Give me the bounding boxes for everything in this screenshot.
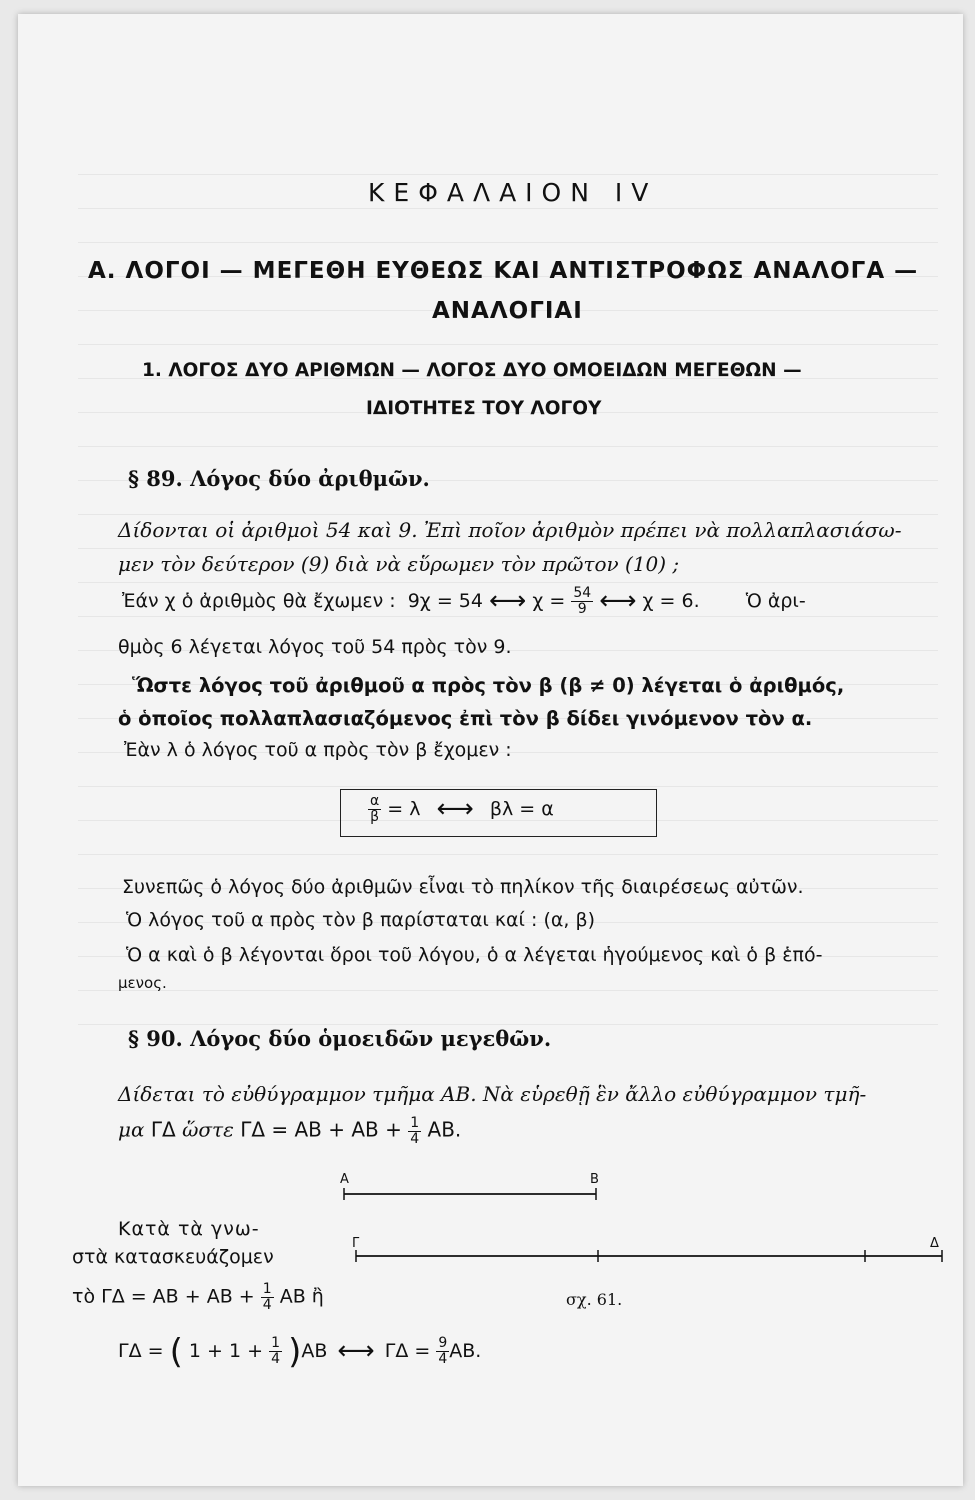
fraction-denominator: 4: [410, 1130, 420, 1147]
fraction-denominator: 4: [438, 1351, 448, 1367]
figure-caption: σχ. 61.: [566, 1290, 623, 1309]
subsection-title-line1: 1. ΛΟΓΟΣ ΔΥΟ ΑΡΙΘΜΩΝ — ΛΟΓΟΣ ΔΥΟ ΟΜΟΕΙΔΩΝ ΜΕΓΕΘΩΝ —: [142, 360, 802, 381]
eq-left: 9χ = 54: [407, 590, 483, 612]
s89-problem-line2: μεν τὸν δεύτερον (9) διὰ νὰ εὕρωμεν τὸν πρῶτον (10) ;: [118, 552, 680, 576]
eq-result: χ = 6.: [642, 590, 700, 612]
s90-final-equation: [118, 1332, 481, 1372]
fraction-denominator: 9: [577, 601, 587, 617]
s89-definition-line2: ὁ ὁποῖος πολλαπλασιαζόμενος ἐπὶ τὸν β δίδει γινόμενον τὸν α.: [118, 707, 813, 730]
fraction-numerator: 9: [438, 1335, 448, 1352]
eq-intro: Ἐάν χ ὁ ἀριθμὸς θὰ ἔχωμεν :: [122, 590, 396, 612]
s89-consequence1: Συνεπῶς ὁ λόγος δύο ἀριθμῶν εἶναι τὸ πηλίκον τῆς διαιρέσεως αὐτῶν.: [122, 876, 804, 898]
fraction-54-9: [571, 586, 593, 616]
box-eq1: = λ: [387, 798, 421, 820]
final-c: ΓΔ =: [384, 1340, 431, 1362]
fraction-alpha-beta: [368, 794, 381, 824]
part-title-line1: Α. ΛΟΓΟΙ — ΜΕΓΕΘΗ ΕΥΘΕΩΣ ΚΑΙ ΑΝΤΙΣΤΡΟΦΩΣ ΑΝΑΛΟΓΑ —: [88, 258, 919, 284]
s89-line-after: θμὸς 6 λέγεται λόγος τοῦ 54 πρὸς τὸν 9.: [118, 636, 512, 658]
fraction-denominator: 4: [271, 1351, 281, 1367]
fraction-numerator: 1: [262, 1281, 272, 1297]
fraction-denominator: β: [370, 809, 380, 825]
fraction-1-4: [269, 1336, 282, 1366]
box-eq2: βλ = α: [489, 798, 554, 820]
s89-lambda-intro: Ἐὰν λ ὁ λόγος τοῦ α πρὸς τὸν β ἔχομεν :: [124, 739, 512, 761]
iff-arrow-icon: ⟷: [489, 586, 527, 616]
iff-arrow-icon: ⟷: [337, 1336, 375, 1366]
s90-text-line3: [72, 1282, 324, 1312]
final-b: ΑΒ: [301, 1340, 328, 1362]
final-inner: 1 + 1 +: [188, 1340, 264, 1362]
eq-x: χ =: [532, 590, 566, 612]
s90-ma: μα: [118, 1117, 145, 1142]
iff-arrow-icon: ⟷: [436, 794, 474, 824]
s90-problem-line1: Δίδεται τὸ εὐθύγραμμον τμῆμα ΑΒ. Νὰ εὑρεθῇ ἓν ἄλλο εὐθύγραμμον τμῆ-: [118, 1082, 867, 1106]
paren-open: (: [169, 1332, 183, 1372]
s89-definition-line1: Ὥστε λόγος τοῦ ἀριθμοῦ α πρὸς τὸν β (β ≠ 0) λέγεται ὁ ἀριθμός,: [132, 674, 845, 697]
chapter-title: ΚΕΦΑΛΑΙΟΝ ΙV: [368, 178, 658, 207]
fraction-denominator: 4: [262, 1296, 272, 1313]
final-a: ΓΔ =: [118, 1340, 164, 1362]
s89-problem-line1: Δίδονται οἱ ἀριθμοὶ 54 καὶ 9. Ἐπὶ ποῖον ἀριθμὸν πρέπει νὰ πολλαπλασιάσω-: [118, 518, 902, 542]
s90-eq: ΓΔ = ΑΒ + ΑΒ +: [240, 1117, 402, 1142]
fraction-9-4: [436, 1336, 449, 1366]
section-89-heading: § 89. Λόγος δύο ἀριθμῶν.: [128, 466, 430, 491]
fraction-numerator: 1: [271, 1335, 281, 1352]
boxed-relation-content: [368, 794, 554, 825]
s89-consequence2: Ὁ λόγος τοῦ α πρὸς τὸν β παρίσταται καί : (α, β): [126, 909, 596, 931]
figure-61: [330, 1176, 950, 1286]
subsection-title-line2: ΙΔΙΟΤΗΤΕΣ ΤΟΥ ΛΟΓΟΥ: [366, 398, 602, 419]
iff-arrow-icon: ⟷: [599, 586, 637, 616]
figure-label-g: Γ: [352, 1236, 360, 1251]
fraction-1-4: [408, 1116, 421, 1146]
paren-close: ): [288, 1332, 302, 1372]
eq-tail: Ὁ ἀρι-: [745, 590, 806, 612]
s89-consequence3-line2: μενος.: [118, 974, 167, 992]
figure-label-d: Δ: [930, 1236, 939, 1251]
fraction-1-4: [261, 1282, 274, 1312]
s90-problem-line2: [118, 1116, 461, 1146]
s90-ab: ΑΒ.: [427, 1117, 462, 1142]
s90-wste: ὥστε: [182, 1117, 234, 1142]
s89-equation-line: [122, 586, 806, 617]
part-title-line2: ΑΝΑΛΟΓΙΑΙ: [432, 298, 583, 324]
figure-label-a: Α: [340, 1172, 349, 1187]
fraction-numerator: 54: [573, 585, 592, 602]
final-d: ΑΒ.: [449, 1340, 482, 1362]
fraction-numerator: 1: [410, 1115, 420, 1131]
fraction-numerator: α: [370, 793, 380, 810]
figure-label-b: Β: [590, 1172, 599, 1187]
s90-gd: ΓΔ: [150, 1117, 176, 1142]
s90-line3-a: τὸ ΓΔ = ΑΒ + ΑΒ +: [72, 1285, 255, 1308]
s90-text-line1: Κατὰ τὰ γνω-: [118, 1218, 260, 1240]
s90-line3-b: ΑΒ ἢ: [279, 1285, 324, 1308]
s89-consequence3-line1: Ὁ α καὶ ὁ β λέγονται ὅροι τοῦ λόγου, ὁ α λέγεται ἡγούμενος καὶ ὁ β ἑπό-: [126, 944, 823, 966]
section-90-heading: § 90. Λόγος δύο ὁμοειδῶν μεγεθῶν.: [128, 1026, 552, 1051]
s90-text-line2: στὰ κατασκευάζομεν: [72, 1246, 274, 1268]
